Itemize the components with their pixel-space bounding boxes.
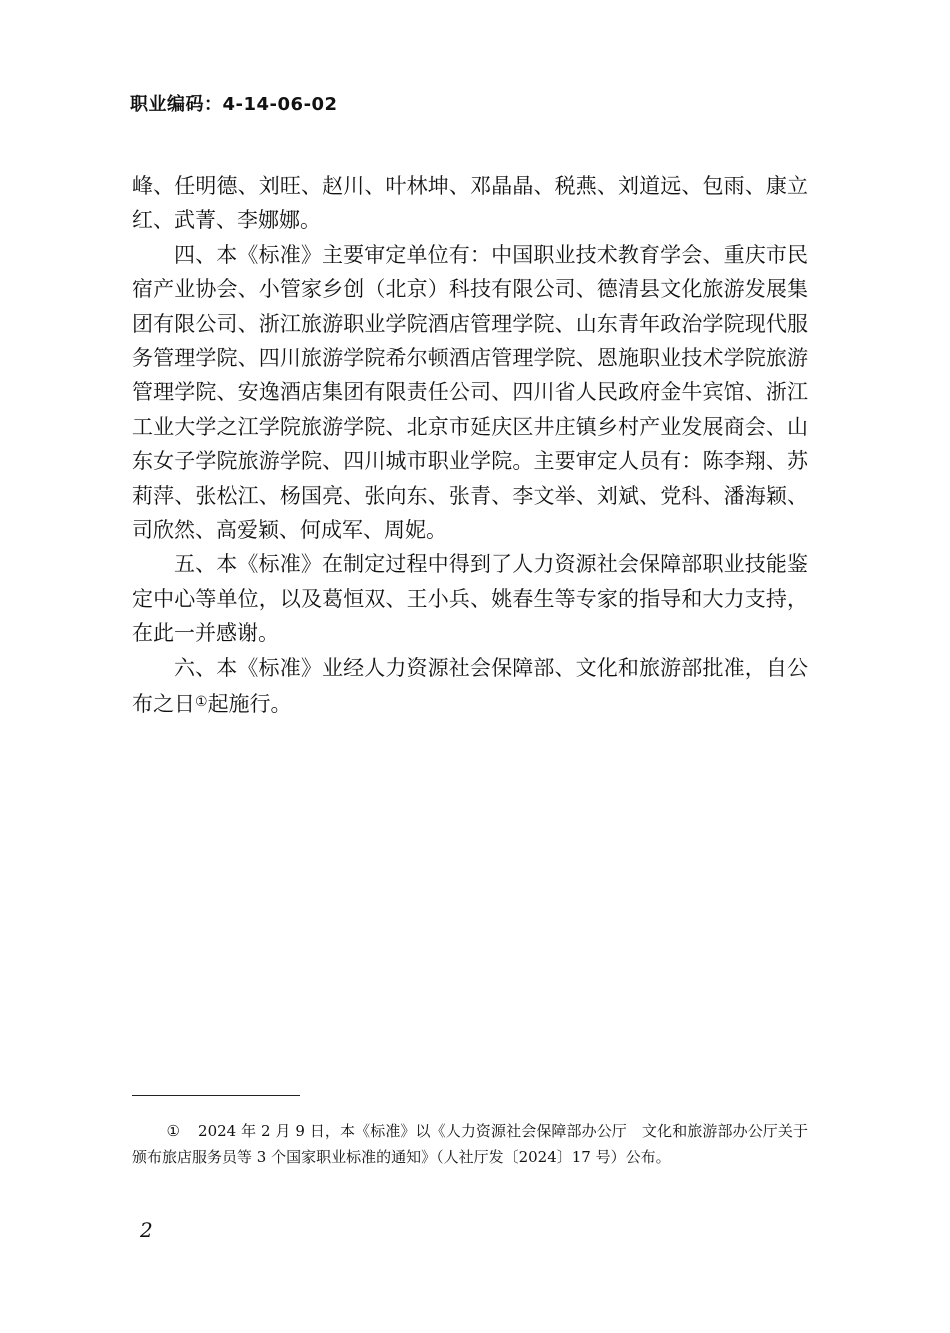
paragraph-6-text-before: 六、本《标准》业经人力资源社会保障部、文化和旅游部批准，自公布之日 xyxy=(132,655,808,717)
paragraph-6-text-after: 起施行。 xyxy=(207,692,292,717)
footnote-marker: ① xyxy=(166,1122,181,1140)
paragraph-4-review-units: 四、本《标准》主要审定单位有：中国职业技术教育学会、重庆市民宿产业协会、小管家乡创（北京）科技有限公司、德清县文化旅游发展集团有限公司、浙江旅游职业学院酒店管理学院、山东青年政治学院现代服务管理学院、四川旅游学院希尔顿酒店管理学院、恩施职业技术学院旅游管理学院、安逸酒店集团有限责任公司、四川省人民政府金牛宾馆、浙江工业大学之江学院旅游学院、北京市延庆区井庄镇乡村产业发展商会、山东女子学院旅游学院、四川城市职业学院。主要审定人员有：陈李翔、苏莉萍、张松江、杨国亮、张向东、张青、李文举、刘斌、党科、潘海颖、司欣然、高爱颖、何成军、周妮。 xyxy=(132,242,808,543)
footnote-divider xyxy=(132,1095,300,1096)
page-number: 2 xyxy=(140,1218,153,1242)
paragraph-6-effective-date xyxy=(132,651,808,722)
document-body xyxy=(132,169,808,722)
paragraph-continued: 峰、任明德、刘旺、赵川、叶林坤、邓晶晶、税燕、刘道远、包雨、康立红、武菁、李娜娜。 xyxy=(132,174,808,233)
footnote xyxy=(132,1118,808,1170)
paragraph-5-acknowledgements: 五、本《标准》在制定过程中得到了人力资源社会保障部职业技能鉴定中心等单位，以及葛恒双、王小兵、姚春生等专家的指导和大力支持，在此一并感谢。 xyxy=(132,552,808,646)
footnote-reference-mark: ① xyxy=(195,694,208,711)
footnote-text: 2024 年 2 月 9 日，本《标准》以《人力资源社会保障部办公厅 文化和旅游部办公厅关于颁布旅店服务员等 3 个国家职业标准的通知》（人社厅发〔2024〕17 号）公布。 xyxy=(132,1122,808,1166)
occupation-code-header: 职业编码：4-14-06-02 xyxy=(130,94,338,115)
